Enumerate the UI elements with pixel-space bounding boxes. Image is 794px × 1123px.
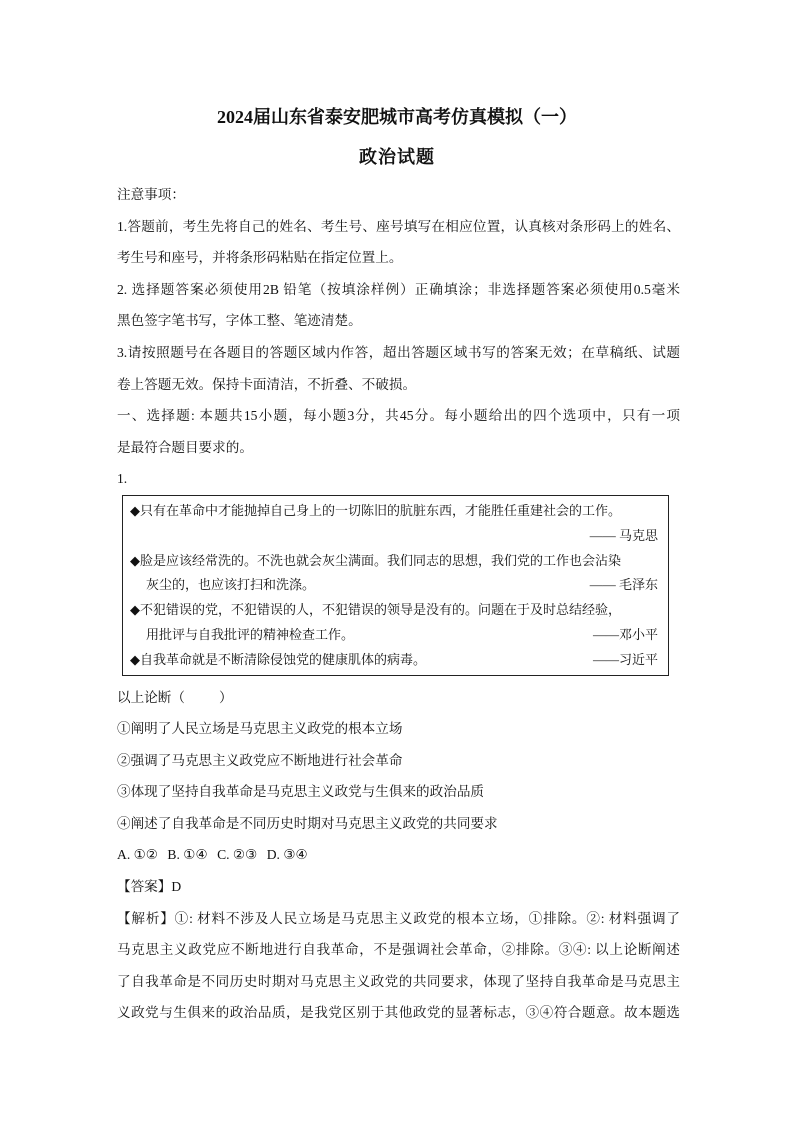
quote-row (130, 648, 658, 673)
quote-text: 脸是应该经常洗的。不洗也就会灰尘满面。我们同志的思想，我们党的工作也会沾染 (140, 552, 622, 568)
quote-author: —— 马克思 (589, 527, 658, 543)
notice-line: 1.答题前，考生先将自己的姓名、考生号、座号填写在相应位置，认真核对条形码上的姓名、 (117, 218, 680, 234)
answer-value: D (171, 879, 182, 895)
choice-c: C. ②③ (217, 847, 258, 863)
section-heading-line: 一、选择题: 本题共15小题，每小题3分，共45分。每小题给出的四个选项中，只有一项 (117, 408, 680, 424)
notice-line: 黑色签字笔书写，字体工整、笔迹清楚。 (117, 313, 362, 329)
quote-row (130, 623, 658, 648)
stem-text: 以上论断（ (117, 689, 185, 705)
choice-options (117, 839, 680, 871)
document-subtitle: 政治试题 (359, 147, 435, 167)
quote-row (130, 524, 658, 549)
analysis-line: 马克思主义政党应不断地进行自我革命，不是强调社会革命，②排除。③④: 以上论断阐述 (117, 942, 680, 958)
quote-author: —— 毛泽东 (589, 577, 658, 593)
quote-text: 用批评与自我批评的精神检查工作。 (146, 626, 355, 642)
question-number: 1. (117, 471, 128, 487)
document-body (117, 179, 680, 1029)
section-heading-line: 是最符合题目要求的。 (117, 439, 253, 455)
notice-line: 考生号和座号，并将条形码粘贴在指定位置上。 (117, 250, 403, 266)
quote-row (130, 573, 658, 598)
notice-heading: 注意事项： (117, 187, 185, 202)
question-stem (117, 682, 680, 714)
answer-line (117, 871, 680, 903)
choice-d: D. ③④ (266, 847, 308, 863)
analysis-label: 【解析】 (117, 910, 175, 926)
quote-row (130, 549, 658, 574)
diamond-bullet-icon: ◆ (130, 552, 140, 568)
quote-author: ——邓小平 (592, 626, 658, 642)
quote-text: 灰尘的，也应该打扫和洗涤。 (146, 577, 316, 593)
answer-label: 【答案】 (117, 879, 172, 895)
quote-row (130, 499, 658, 524)
statement: ①阐明了人民立场是马克思主义政党的根本立场 (117, 721, 403, 737)
analysis-text: ①: 材料不涉及人民立场是马克思主义政党的根本立场，①排除。②: 材料强调了 (174, 910, 680, 926)
quote-author: ——习近平 (592, 651, 658, 667)
analysis-line: 了自我革命是不同历史时期对马克思主义政党的共同要求，体现了坚持自我革命是马克思主 (117, 973, 680, 989)
quote-text: 自我革命就是不断清除侵蚀党的健康肌体的病毒。 (140, 651, 427, 667)
quote-text: 只有在革命中才能抛掉自己身上的一切陈旧的肮脏东西，才能胜任重建社会的工作。 (140, 502, 622, 518)
quote-box (122, 495, 669, 676)
notice-line: 2. 选择题答案必须使用2B 铅笔（按填涂样例）正确填涂；非选择题答案必须使用0.5毫米 (117, 281, 680, 297)
diamond-bullet-icon: ◆ (130, 502, 140, 518)
statement: ④阐述了自我革命是不同历史时期对马克思主义政党的共同要求 (117, 815, 498, 831)
statement: ②强调了马克思主义政党应不断地进行社会革命 (117, 752, 403, 768)
analysis-line: 义政党与生俱来的政治品质，是我党区别于其他政党的显著标志，③④符合题意。故本题选 (117, 1005, 680, 1021)
notice-line: 3.请按照题号在各题目的答题区域内作答，超出答题区域书写的答案无效；在草稿纸、试题 (117, 344, 680, 360)
quote-text: 不犯错误的党，不犯错误的人，不犯错误的领导是没有的。问题在于及时总结经验， (140, 602, 622, 618)
diamond-bullet-icon: ◆ (130, 651, 140, 667)
quote-row (130, 598, 658, 623)
document-title: 2024届山东省泰安肥城市高考仿真模拟（一） (217, 107, 577, 127)
choice-b: B. ①④ (167, 847, 208, 863)
diamond-bullet-icon: ◆ (130, 602, 140, 618)
stem-text-end: ） (218, 689, 233, 705)
choice-a: A. ①② (117, 847, 158, 863)
analysis-line (117, 903, 680, 935)
notice-line: 卷上答题无效。保持卡面清洁，不折叠、不破损。 (117, 376, 417, 392)
statement: ③体现了坚持自我革命是马克思主义政党与生俱来的政治品质 (117, 784, 485, 800)
